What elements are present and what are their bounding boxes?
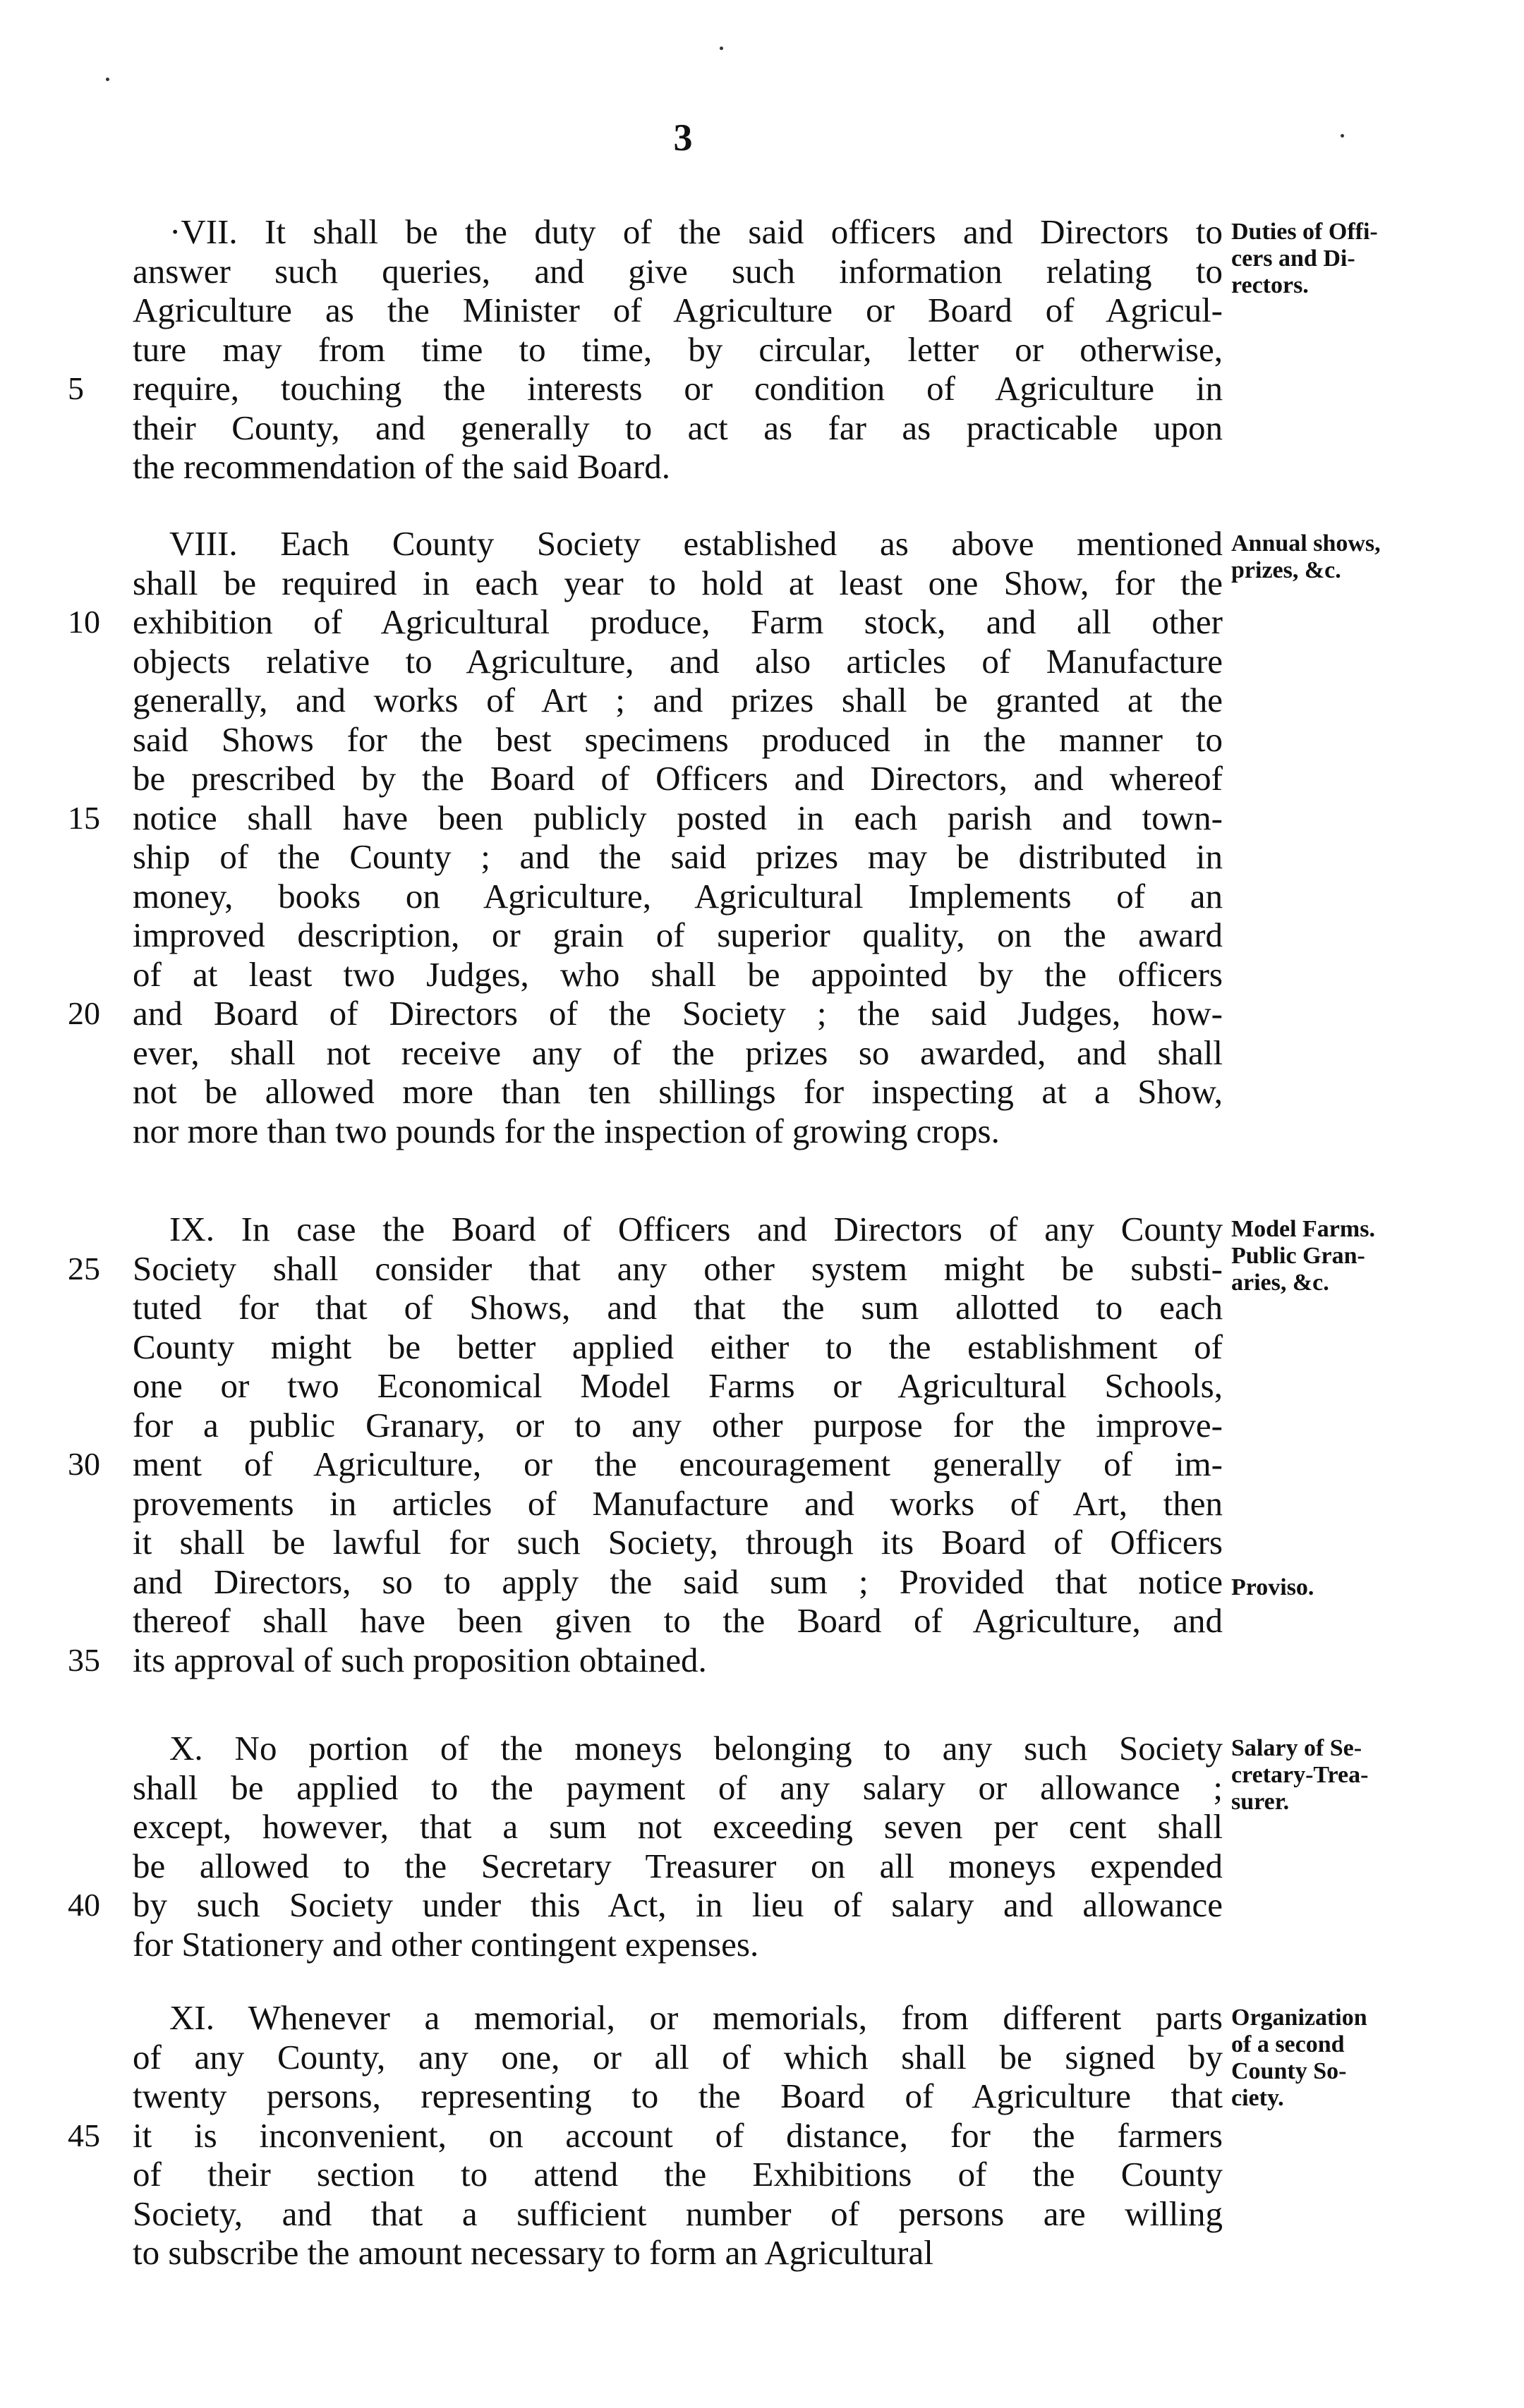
marginal-note: Salary of Se- cretary-Trea- surer. [1231, 1735, 1369, 1815]
text-line: be prescribed by the Board of Officers and Directors, and whereof [133, 759, 1223, 798]
text-line: of their section to attend the Exhibitions of the County [133, 2155, 1223, 2194]
text-line: shall be required in each year to hold at least one Show, for the [133, 563, 1223, 602]
line-number: 15 [68, 799, 100, 836]
print-speck [1341, 134, 1344, 138]
text-line: IX. In case the Board of Officers and Directors of any County [169, 1210, 1223, 1248]
text-line: notice shall have been publicly posted in each parish and town- [133, 798, 1223, 837]
page-number: 3 [673, 116, 693, 159]
text-line: said Shows for the best specimens produced in the manner to [133, 719, 1223, 759]
text-line: generally, and works of Art ; and prizes shall be granted at the [133, 681, 1223, 719]
text-line: be allowed to the Secretary Treasurer on all moneys expended [133, 1846, 1223, 1885]
text-line: to subscribe the amount necessary to form an Agricultural [133, 2233, 933, 2272]
text-line: except, however, that a sum not exceeding seven per cent shall [133, 1807, 1223, 1846]
text-line: ·VII. It shall be the duty of the said officers and Directors to [169, 212, 1223, 251]
text-line: require, touching the interests or condition of Agriculture in [133, 369, 1223, 408]
text-line: the recommendation of the said Board. [133, 447, 670, 486]
text-line: improved description, or grain of superior quality, on the award [133, 916, 1223, 954]
text-line: ship of the County ; and the said prizes may be distributed in [133, 837, 1223, 876]
text-line: and Directors, so to apply the said sum ; Provided that notice [133, 1562, 1223, 1601]
text-line: it is inconvenient, on account of distance, for the farmers [133, 2115, 1223, 2155]
text-line: provements in articles of Manufacture and works of Art, then [133, 1483, 1223, 1523]
text-line: their County, and generally to act as far as practicable upon [133, 408, 1223, 447]
line-number: 5 [68, 370, 84, 406]
marginal-note: Duties of Offi- cers and Di- rectors. [1231, 219, 1378, 298]
text-line: one or two Economical Model Farms or Agricultural Schools, [133, 1366, 1223, 1405]
text-line: of any County, any one, or all of which shall be signed by [133, 2037, 1223, 2076]
text-line: ment of Agriculture, or the encouragement generally of im- [133, 1445, 1223, 1483]
text-line: ever, shall not receive any of the prizes so awarded, and shall [133, 1033, 1223, 1072]
line-number: 30 [68, 1446, 100, 1482]
text-line: thereof shall have been given to the Board of Agriculture, and [133, 1601, 1223, 1640]
text-line: and Board of Directors of the Society ; the said Judges, how- [133, 994, 1223, 1033]
text-line: Society shall consider that any other system might be substi- [133, 1248, 1223, 1288]
text-line: ture may from time to time, by circular, letter or otherwise, [133, 329, 1223, 369]
text-line: it shall be lawful for such Society, through its Board of Officers [133, 1523, 1223, 1562]
text-line: shall be applied to the payment of any salary or allowance ; [133, 1768, 1223, 1807]
text-line: not be allowed more than ten shillings for inspecting at a Show, [133, 1072, 1223, 1111]
line-number: 45 [68, 2117, 100, 2153]
line-number: 20 [68, 995, 100, 1031]
text-line: objects relative to Agriculture, and also articles of Manufacture [133, 641, 1223, 681]
marginal-note-proviso: Proviso. [1231, 1574, 1314, 1600]
text-line: XI. Whenever a memorial, or memorials, from different parts [169, 1998, 1223, 2037]
print-speck [106, 78, 109, 81]
text-line: exhibition of Agricultural produce, Farm stock, and all other [133, 602, 1223, 641]
text-line: answer such queries, and give such information relating to [133, 251, 1223, 291]
line-number: 25 [68, 1250, 100, 1287]
line-number: 35 [68, 1641, 100, 1678]
marginal-note: Model Farms. Public Gran- aries, &c. [1231, 1216, 1375, 1296]
text-line: by such Society under this Act, in lieu of salary and allowance [133, 1885, 1223, 1924]
text-line: money, books on Agriculture, Agricultural Implements of an [133, 876, 1223, 916]
text-line: X. No portion of the moneys belonging to any such Society [169, 1729, 1223, 1768]
text-line: Society, and that a sufficient number of persons are willing [133, 2194, 1223, 2233]
line-number: 10 [68, 604, 100, 640]
marginal-note: Organization of a second County So- ciety. [1231, 2005, 1367, 2111]
text-line: VIII. Each County Society established as above mentioned [169, 524, 1223, 563]
text-line: Agriculture as the Minister of Agriculture or Board of Agricul- [133, 291, 1223, 329]
marginal-note: Annual shows, prizes, &c. [1231, 530, 1381, 583]
text-line: twenty persons, representing to the Board of Agriculture that [133, 2076, 1223, 2115]
print-speck [720, 47, 723, 50]
text-line: its approval of such proposition obtained. [133, 1640, 707, 1679]
line-number: 40 [68, 1887, 100, 1923]
text-line: nor more than two pounds for the inspection of growing crops. [133, 1111, 1000, 1150]
text-line: County might be better applied either to the establishment of [133, 1327, 1223, 1366]
text-line: for a public Granary, or to any other purpose for the improve- [133, 1405, 1223, 1445]
text-line: tuted for that of Shows, and that the sum allotted to each [133, 1288, 1223, 1327]
text-line: of at least two Judges, who shall be appointed by the officers [133, 954, 1223, 994]
text-line: for Stationery and other contingent expenses. [133, 1924, 759, 1964]
